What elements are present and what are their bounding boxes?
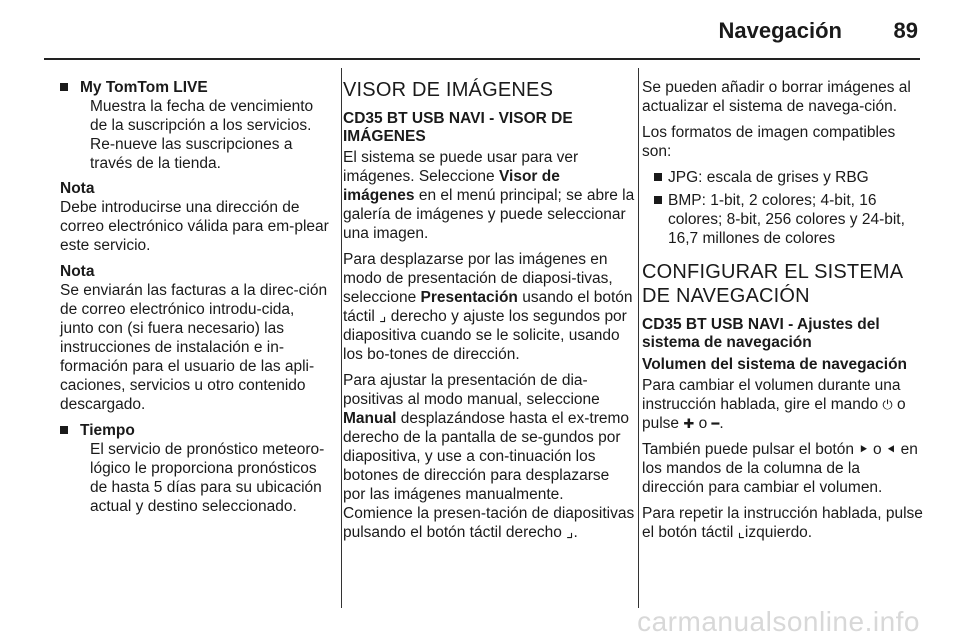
paragraph: Para ajustar la presentación de dia-positivas al modo manual, seleccione Manual desplazándose hasta el ex-tremo derecho de la pantalla de se-gundos por diapositiva, y use a con-tinuación los botones de dirección para desplazarse por las imágenes manualmente. Comience la presen-tación de diapositivas pulsando el botón táctil derecho ⌟. (343, 372, 635, 541)
page-number: 89 (893, 18, 918, 43)
paragraph: Para cambiar el volumen durante una instrucción hablada, gire el mando ⏻ o pulse ✚ o ━. (642, 377, 906, 432)
knob-icon: ⏻ (882, 397, 893, 412)
paragraph: Para desplazarse por las imágenes en modo de presentación de diaposi-tivas, seleccione Presentación usando el botón táctil ⌟ derecho y ajuste los segundos por diapositiva cuando se le solicite, usando los bo-tones de dirección. (343, 251, 633, 363)
note-text: Se enviarán las facturas a la direc-ción de correo electrónico introdu-cida, junto con (si fuera necesario) las instrucciones de instalación e in-formación para el usuario de las apli-caciones, servicios u otro contenido descargado. (60, 282, 328, 413)
list-item-text: El servicio de pronóstico meteoro-lógico le proporciona pronósticos de hasta 5 días para su ubicación actual y destino seleccionado. (90, 441, 325, 515)
list-item-tomtom-live (60, 78, 330, 173)
volume-up-icon: ⯈ (858, 442, 869, 457)
page-title: Navegación (718, 18, 842, 43)
bullet-square-icon (654, 196, 662, 204)
list-item: BMP: 1-bit, 2 colores; 4-bit, 16 colores; 8-bit, 256 colores y 24-bit, 16,7 millones de colores (648, 191, 926, 248)
note-label: Nota (60, 180, 95, 197)
section-subsubheading: Volumen del sistema de navegación (642, 356, 908, 373)
list-item-heading: My TomTom LIVE (80, 79, 208, 96)
column-divider (638, 68, 639, 608)
volume-down-icon: ⯇ (885, 442, 897, 457)
list-item-tiempo (60, 421, 330, 516)
section-heading: VISOR DE IMÁGENES (343, 79, 554, 101)
section-heading: CONFIGURAR EL SISTEMA DE NAVEGACIÓN (642, 261, 903, 307)
watermark: carmanualsonline.info (637, 606, 920, 637)
column-left (60, 78, 330, 522)
bullet-square-icon (60, 83, 68, 91)
list-item-heading: Tiempo (80, 422, 135, 439)
note-label: Nota (60, 263, 95, 280)
section-subheading: CD35 BT USB NAVI - VISOR DE IMÁGENES (343, 110, 573, 145)
note-block (60, 179, 330, 255)
note-block (60, 262, 330, 414)
paragraph: También puede pulsar el botón ⯈ o ⯇ en los mandos de la columna de la dirección para cambiar el volumen. (642, 441, 918, 496)
paragraph: Los formatos de imagen compatibles son: (642, 124, 896, 160)
page-header (0, 0, 960, 62)
list-item-text: Muestra la fecha de vencimiento de la suscripción a los servicios. Re-nueve las suscripciones a través de la tienda. (90, 98, 314, 172)
bullet-square-icon (60, 426, 68, 434)
plus-icon: ✚ (683, 416, 695, 431)
list-item: JPG: escala de grises y RBG (648, 168, 926, 187)
minus-icon: ━ (711, 416, 720, 431)
section-subheading: CD35 BT USB NAVI - Ajustes del sistema de navegación (642, 316, 880, 351)
column-middle (343, 78, 635, 549)
column-divider (341, 68, 342, 608)
bullet-square-icon (654, 173, 662, 181)
paragraph: Se pueden añadir o borrar imágenes al actualizar el sistema de navega-ción. (642, 79, 911, 115)
note-text: Debe introducirse una dirección de correo electrónico válida para em-plear este servicio. (60, 199, 329, 254)
column-right (642, 78, 926, 549)
paragraph: Para repetir la instrucción hablada, pulse el botón táctil ⌞izquierdo. (642, 505, 923, 541)
header-rule (44, 58, 920, 60)
format-list (642, 168, 926, 248)
paragraph: El sistema se puede usar para ver imágenes. Seleccione Visor de imágenes en el menú principal; se abre la galería de imágenes y puede seleccionar una imagen. (343, 149, 635, 242)
